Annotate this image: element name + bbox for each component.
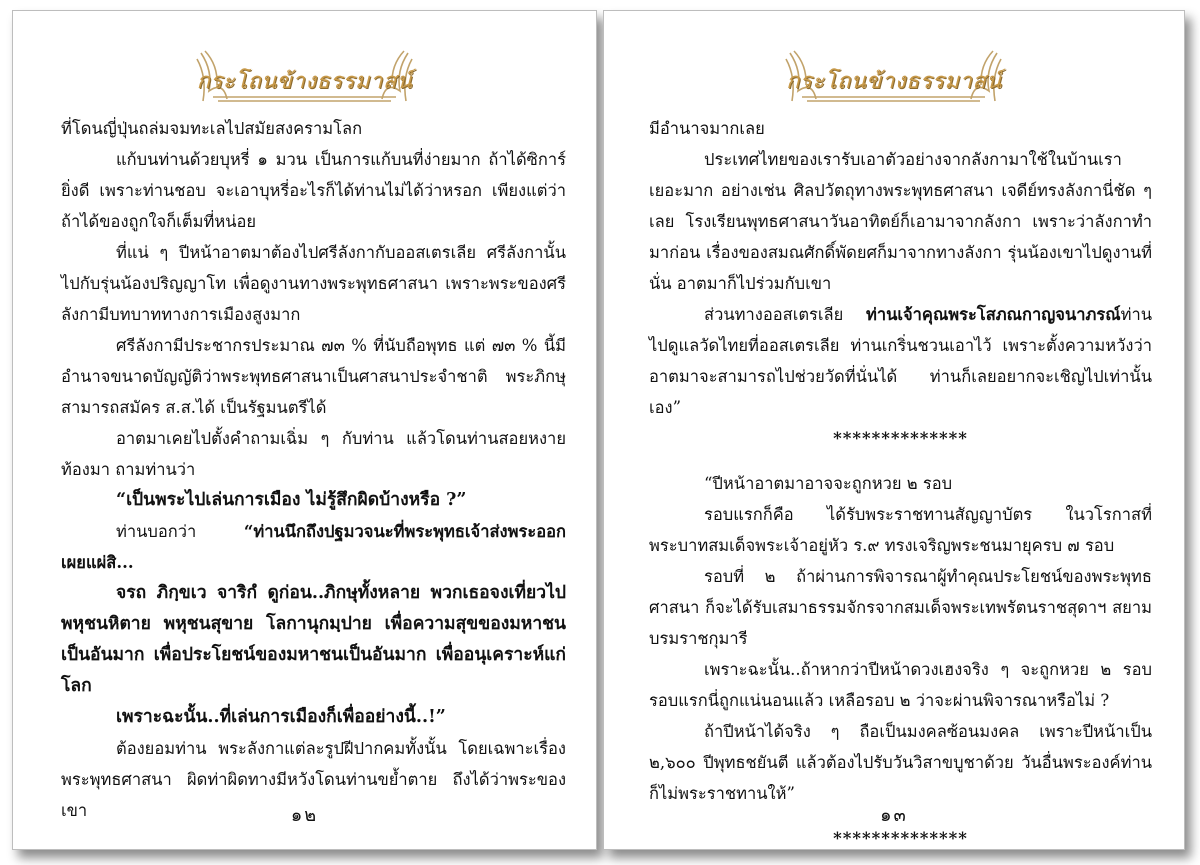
paragraph: ที่แน่ ๆ ปีหน้าอาตมาต้องไปศรีลังกากับออสเตรเลีย ศรีลังกานั้นไปกับรุ่นน้องปริญญาโท เพื่อดูงานทางพระพุทธศาสนา เพราะพระของศรีลังกามีบทบาททางการเมืองสูงมาก xyxy=(61,243,566,324)
quote-paragraph: จรถ ภิกฺขเว จาริกํ ดูก่อน..ภิกษุทั้งหลาย พวกเธอจงเที่ยวไปพหุชนหิตาย พหุชนสุขาย โลกานุกมฺปาย เพื่อความสุขของมหาชนเป็นอันมาก เพื่อประโยชน์ของมหาชนเป็นอันมาก เพื่ออนุเคราะห์แก่โลก xyxy=(61,583,566,696)
text-run: ท่านบอกว่า xyxy=(116,522,197,541)
paragraph: มีอำนาจมากเลย xyxy=(649,119,765,138)
page-number: ๑๓ xyxy=(880,805,908,826)
paragraph: “ปีหน้าอาตมาอาจจะถูกหวย ๒ รอบ xyxy=(704,474,953,493)
bold-text-run: “ท่านนึกถึงปฐมวจนะที่พระพุทธเจ้าส่งพระออกเผยแผ่สิ... xyxy=(61,522,566,572)
section-separator: ************** xyxy=(833,429,968,448)
left-header xyxy=(13,41,596,111)
paragraph: รอบที่ ๒ ถ้าผ่านการพิจารณาผู้ทำคุณประโยชน์ของพระพุทธศาสนา ก็จะได้รับเสมาธรรมจักรจากสมเด็จพระเทพรัตนราชสุดาฯ สยามบรมราชกุมารี xyxy=(649,567,1152,648)
right-page xyxy=(603,10,1185,850)
paragraph: ถ้าปีหน้าได้จริง ๆ ถือเป็นมงคลซ้อนมงคล เพราะปีหน้าเป็น ๒,๖๐๐ ปีพุทธชยันตี แล้วต้องไปรับวันวิสาขบูชาด้วย วันอื่นพระองค์ท่านก็ไม่พระราชทานให้” xyxy=(649,722,1152,803)
running-header-title: กระโถนข้างธรรมาสน์ xyxy=(786,69,1002,94)
paragraph xyxy=(61,516,566,578)
paragraph xyxy=(649,299,1152,423)
page-number: ๑๒ xyxy=(290,805,319,826)
right-body-text xyxy=(649,113,1152,850)
running-header-title: กระโถนข้างธรรมาสน์ xyxy=(196,69,413,94)
quote-paragraph: “เป็นพระไปเล่นการเมือง ไม่รู้สึกผิดบ้างหรือ ?” xyxy=(116,490,467,510)
paragraph: เพราะฉะนั้น..ถ้าหากว่าปีหน้าดวงเฮงจริง ๆ จะถูกหวย ๒ รอบ รอบแรกนี่ถูกแน่นอนแล้ว เหลือรอบ ๒ ว่าจะผ่านพิจารณาหรือไม่ ? xyxy=(649,660,1152,710)
left-body-text xyxy=(61,113,566,826)
paragraph: ต้องยอมท่าน พระลังกาแต่ละรูปฝีปากคมทั้งนั้น โดยเฉพาะเรื่องพระพุทธศาสนา ผิดท่าผิดทางมีหวังโดนท่านขย้ำตาย ถึงได้ว่าพระของเขา xyxy=(61,739,566,820)
paragraph: ศรีลังกามีประชากรประมาณ ๗๓ % ที่นับถือพุทธ แต่ ๗๓ % นี้มีอำนาจขนาดบัญญัติว่าพระพุทธศาสนาเป็นศาสนาประจำชาติ พระภิกษุสามารถสมัคร ส.ส.ได้ เป็นรัฐมนตรีได้ xyxy=(61,336,566,417)
quote-paragraph: เพราะฉะนั้น..ที่เล่นการเมืองก็เพื่ออย่างนี้..!” xyxy=(116,707,446,727)
paragraph: รอบแรกก็คือ ได้รับพระราชทานสัญญาบัตร ในวโรกาสที่พระบาทสมเด็จพระเจ้าอยู่หัว ร.๙ ทรงเจริญพระชนมายุครบ ๗ รอบ xyxy=(649,505,1152,555)
right-header xyxy=(604,41,1184,111)
section-separator: ************** xyxy=(833,829,968,848)
paragraph: ประเทศไทยของเรารับเอาตัวอย่างจากลังกามาใช้ในบ้านเราเยอะมาก อย่างเช่น ศิลปวัตถุทางพระพุทธศาสนา เจดีย์ทรงลังกานี่ชัด ๆ เลย โรงเรียนพุทธศาสนาวันอาทิตย์ก็เอามาจากลังกา เพราะว่าลังกาทำมาก่อน เรื่องของสมณศักดิ์พัดยศก็มาจากทางลังกา รุ่นน้องเขาไปดูงานที่นั่น อาตมาก็ไปร่วมกับเขา xyxy=(649,150,1152,293)
text-run: ส่วนทางออสเตรเลีย xyxy=(704,305,844,324)
text-run: ท่านไปดูแลวัดไทยที่ออสเตรเลีย ท่านเกริ่นชวนเอาไว้ เพราะตั้งความหวังว่าอาตมาจะสามารถไปช่วยวัดที่นั่นได้ ท่านก็เลยอยากจะเชิญไปเท่านั้นเอง” xyxy=(649,305,1152,417)
bold-text-run: ท่านเจ้าคุณพระโสภณกาญจนาภรณ์ xyxy=(865,305,1121,324)
paragraph: อาตมาเคยไปตั้งคำถามเฉิ่ม ๆ กับท่าน แล้วโดนท่านสอยหงายท้องมา ถามท่านว่า xyxy=(61,429,566,479)
paragraph: แก้บนท่านด้วยบุหรี่ ๑ มวน เป็นการแก้บนที่ง่ายมาก ถ้าได้ซิการ์ยิ่งดี เพราะท่านชอบ จะเอาบุหรี่อะไรก็ได้ท่านไม่ได้ว่าหรอก เพียงแต่ว่าถ้าได้ของถูกใจก็เต็มที่หน่อย xyxy=(61,150,566,231)
paragraph: ที่โดนญี่ปุ่นถล่มจมทะเลไปสมัยสงครามโลก xyxy=(61,119,363,138)
left-page xyxy=(12,10,597,850)
